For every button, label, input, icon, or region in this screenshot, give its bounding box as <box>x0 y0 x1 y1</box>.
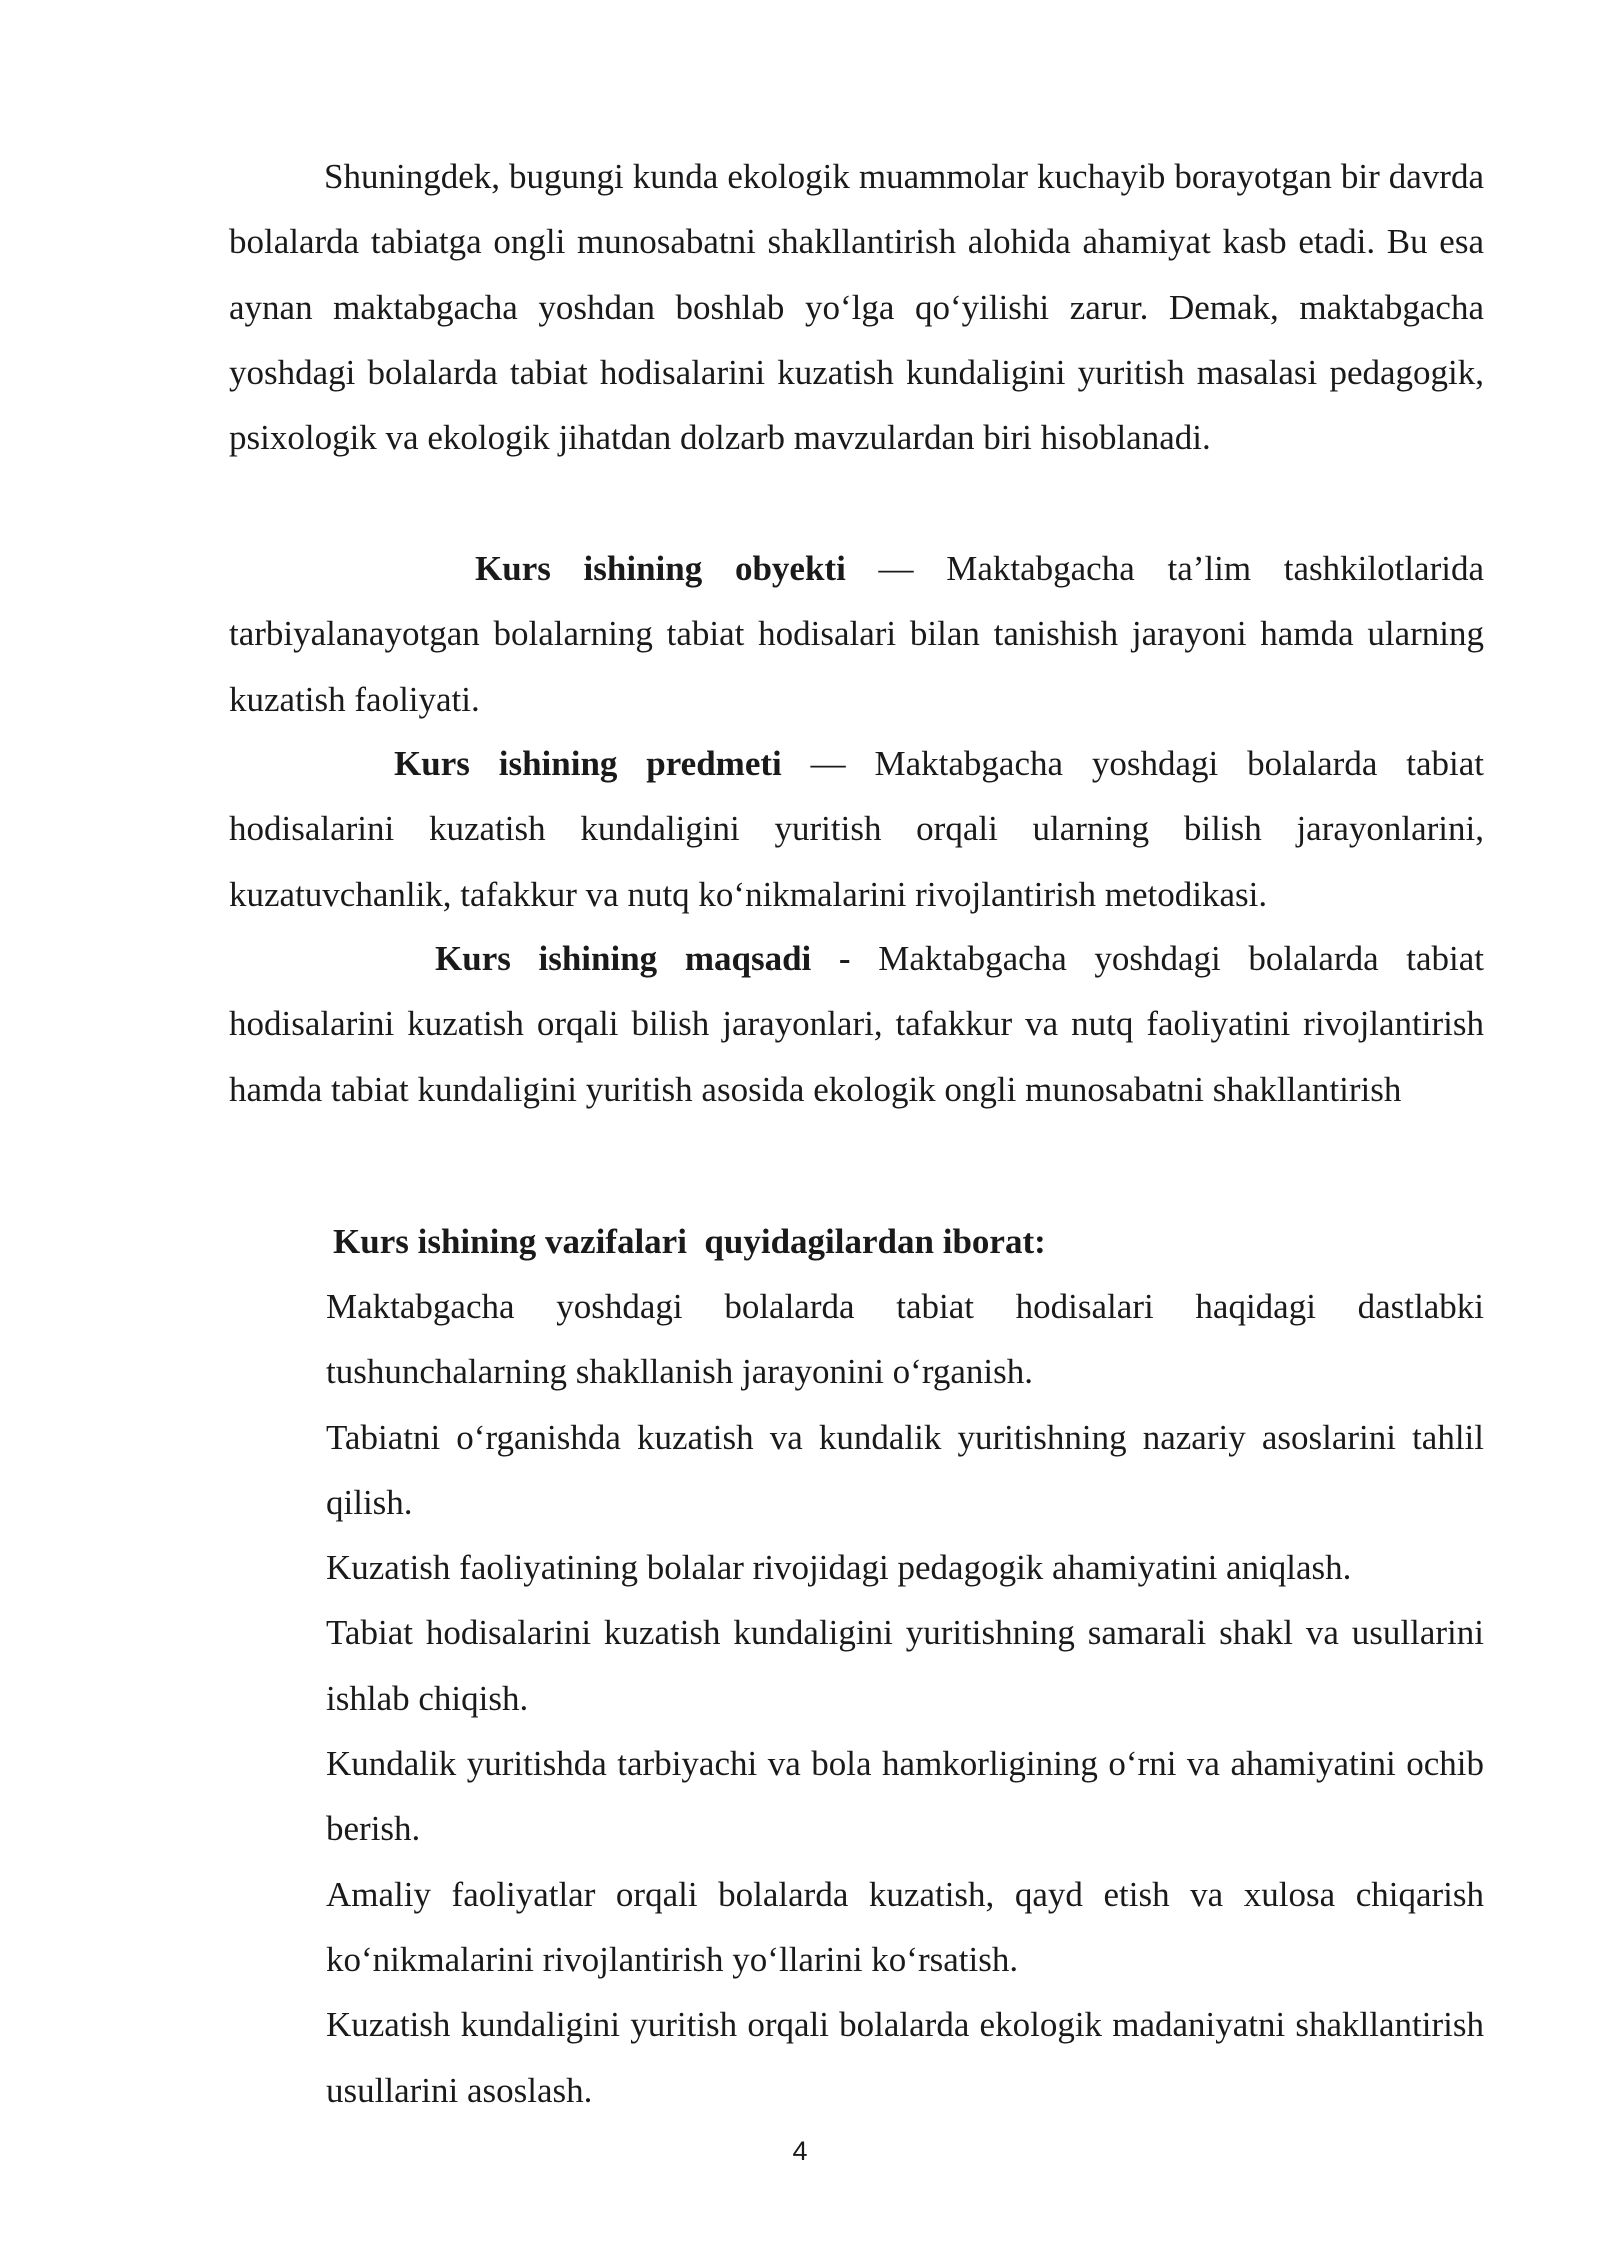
object-label: Kurs ishining obyekti <box>475 549 846 588</box>
page-number: 4 <box>792 2136 808 2166</box>
list-item: Kundalik yuritishda tarbiyachi va bola hamkorligining o‘rni va ahamiyatini ochib berish. <box>326 1744 1484 1849</box>
list-item: Maktabgacha yoshdagi bolalarda tabiat hodisalari haqidagi dastlabki tushunchalarning shakllanish jarayonini o‘rganish. <box>326 1287 1484 1392</box>
goal-label: Kurs ishining maqsadi - <box>435 939 851 978</box>
goal-paragraph <box>229 926 1484 1122</box>
list-item: Amaliy faoliyatlar orqali bolalarda kuzatish, qayd etish va xulosa chiqarish ko‘nikmalarini rivojlantirish yo‘llarini ko‘rsatish. <box>326 1874 1484 1979</box>
intro-text: Shuningdek, bugungi kunda ekologik muammolar kuchayib borayotgan bir davrda bolalarda tabiatga ongli munosabatni shakllantirish alohida ahamiyat kasb etadi. Bu esa aynan maktabgacha yoshdan boshlab yo‘lga qo‘yilishi zarur. Demak, maktabgacha yoshdagi bolalarda tabiat hodisalarini kuzatish kundaligini yuritish masalasi pedagogik, psixologik va ekologik jihatdan dolzarb mavzulardan biri hisoblanadi. <box>229 157 1484 458</box>
list-item: Tabiatni o‘rganishda kuzatish va kundalik yuritishning nazariy asoslarini tahlil qilish. <box>326 1417 1484 1522</box>
subject-paragraph <box>229 731 1484 927</box>
object-separator: — <box>845 549 947 588</box>
goal-text: Maktabgacha yoshdagi bolalarda tabiat hodisalarini kuzatish orqali bilish jarayonlari, tafakkur va nutq faoliyatini rivojlantirish hamda tabiat kundaligini yuritish asosida ekologik ongli munosabatni shakllantirish <box>229 939 1485 1109</box>
tasks-list <box>326 1274 1484 2123</box>
list-item: Tabiat hodisalarini kuzatish kundaligini yuritishning samarali shakl va usullarini ishlab chiqish. <box>326 1613 1484 1718</box>
object-paragraph <box>229 536 1484 732</box>
subject-label: Kurs ishining predmeti <box>394 744 782 783</box>
subject-text: Maktabgacha yoshdagi bolalarda tabiat hodisalarini kuzatish kundaligini yuritish orqali ularning bilish jarayonlarini, kuzatuvchanlik, tafakkur va nutq ko‘nikmalarini rivojlantirish metodikasi. <box>229 744 1484 914</box>
intro-paragraph <box>229 144 1484 470</box>
object-text: Maktabgacha ta’lim tashkilotlarida tarbiyalanayotgan bolalarning tabiat hodisalari bilan tanishish jarayoni hamda ularning kuzatish faoliyati. <box>229 549 1484 719</box>
tasks-heading: Kurs ishining vazifalari quyidagilardan iborat: <box>333 1222 1046 1261</box>
subject-separator: — <box>781 744 875 783</box>
list-item: Kuzatish faoliyatining bolalar rivojidagi pedagogik ahamiyatini aniqlash. <box>326 1548 1352 1588</box>
list-item: Kuzatish kundaligini yuritish orqali bolalarda ekologik madaniyatni shakllantirish usullarini asoslash. <box>326 2005 1484 2110</box>
